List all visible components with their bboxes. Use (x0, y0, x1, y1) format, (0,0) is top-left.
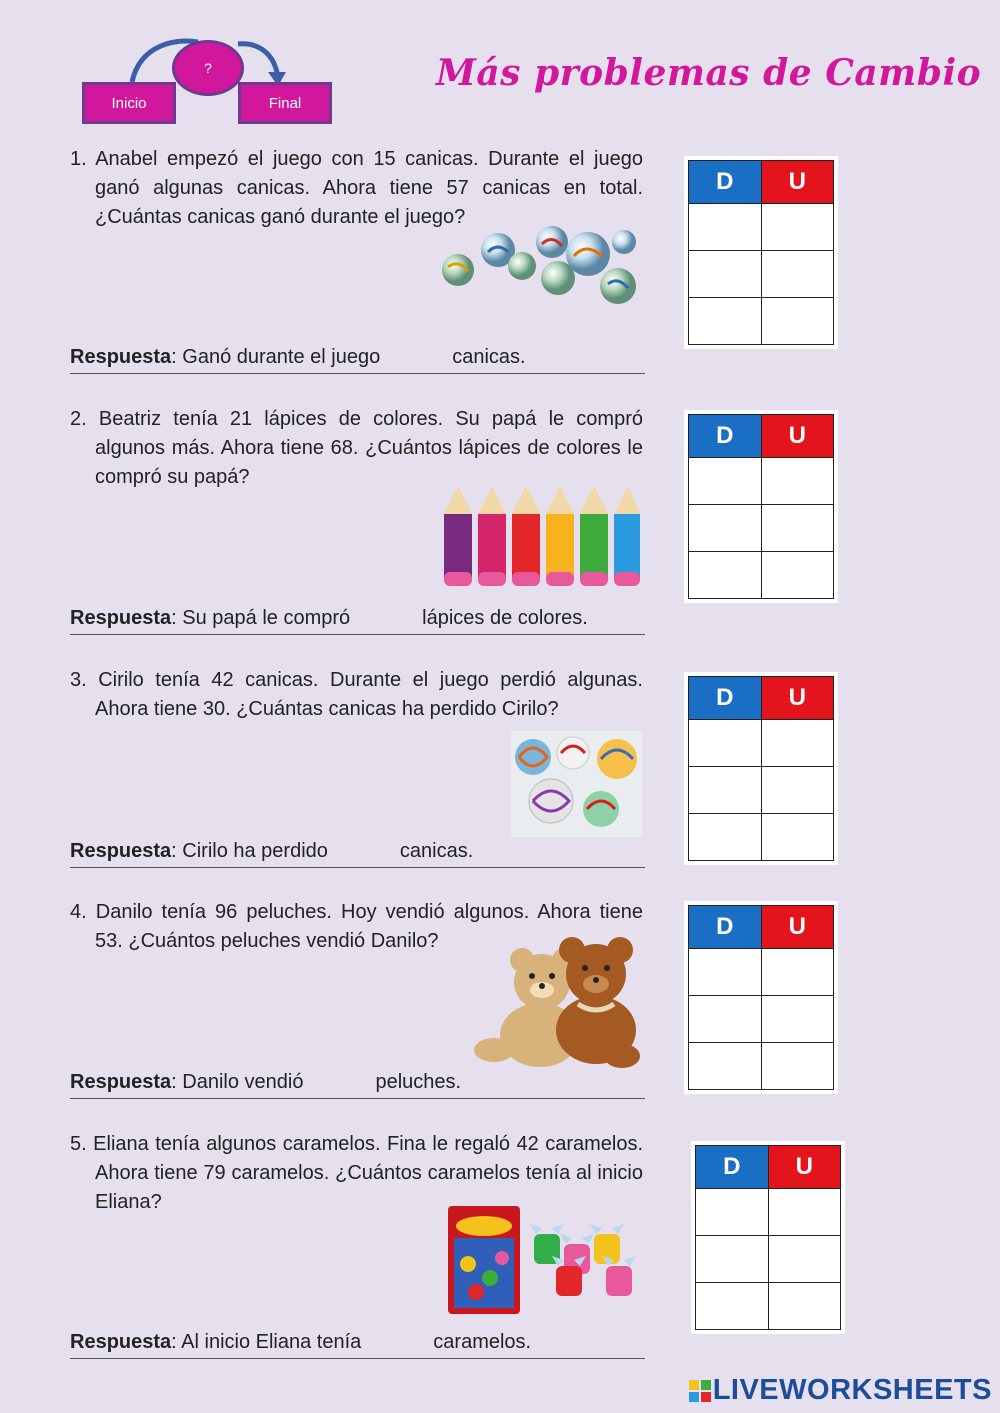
du-cell[interactable] (689, 552, 762, 599)
tens-header: D (689, 161, 762, 204)
answer-line-5[interactable] (70, 1331, 645, 1359)
page-title: Más problemas de Cambio (436, 52, 982, 94)
du-cell[interactable] (761, 552, 834, 599)
problem-number: 1. (70, 148, 87, 170)
problem-text: Anabel empezó el juego con 15 canicas. Durante el juego ganó algunas canicas. Ahora tiene 57 canicas en total. ¿Cuántas canicas ganó durante el juego? (95, 148, 643, 228)
answer-label: Respuesta (70, 1071, 172, 1093)
du-cell[interactable] (768, 1236, 841, 1283)
problem-text: Beatriz tenía 21 lápices de colores. Su papá le compró algunos más. Ahora tiene 68. ¿Cuántos lápices de colores le compró su papá? (95, 408, 643, 488)
marbles-image (440, 222, 645, 312)
du-cell[interactable] (689, 298, 762, 345)
diagram-start-box: Inicio (82, 82, 176, 124)
answer-line-1[interactable] (70, 346, 645, 374)
du-cell[interactable] (761, 814, 834, 861)
problem-number: 5. (70, 1133, 87, 1155)
answer-unit: canicas. (452, 346, 526, 368)
du-cell[interactable] (761, 767, 834, 814)
problem-2 (70, 405, 643, 492)
answer-label: Respuesta (70, 346, 172, 368)
du-cell[interactable] (761, 996, 834, 1043)
units-header: U (761, 415, 834, 458)
units-header: U (761, 906, 834, 949)
colored-pencils-image (442, 486, 642, 588)
du-cell[interactable] (768, 1189, 841, 1236)
du-cell[interactable] (761, 458, 834, 505)
answer-line-2[interactable] (70, 607, 645, 635)
du-cell[interactable] (761, 1043, 834, 1090)
problem-text: Eliana tenía algunos caramelos. Fina le regaló 42 caramelos. Ahora tiene 79 caramelos. ¿Cuántos caramelos tenía al inicio Eliana? (93, 1133, 644, 1213)
tens-header: D (689, 906, 762, 949)
problem-3 (70, 666, 643, 724)
du-cell[interactable] (689, 949, 762, 996)
problem-text: Danilo tenía 96 peluches. Hoy vendió algunos. Ahora tiene 53. ¿Cuántos peluches vendió Danilo? (95, 901, 643, 952)
du-cell[interactable] (689, 1043, 762, 1090)
units-header: U (761, 161, 834, 204)
answer-unit: caramelos. (433, 1331, 532, 1353)
problem-text: Cirilo tenía 42 canicas. Durante el juego perdió algunas. Ahora tiene 30. ¿Cuántas canicas ha perdido Cirilo? (95, 669, 643, 720)
du-table-4 (684, 901, 838, 1094)
du-cell[interactable] (761, 298, 834, 345)
diagram-end-box: Final (238, 82, 332, 124)
liveworksheets-badge-icon (689, 1380, 711, 1402)
du-table-3 (684, 672, 838, 865)
du-cell[interactable] (761, 505, 834, 552)
tens-header: D (696, 1146, 769, 1189)
du-cell[interactable] (761, 949, 834, 996)
du-cell[interactable] (761, 251, 834, 298)
diagram-change-circle: ? (172, 40, 244, 96)
du-cell[interactable] (689, 814, 762, 861)
answer-text: : Su papá le compró (171, 607, 351, 629)
du-cell[interactable] (689, 251, 762, 298)
units-header: U (761, 677, 834, 720)
answer-label: Respuesta (70, 1331, 172, 1353)
answer-label: Respuesta (70, 607, 172, 629)
du-table-1 (684, 156, 838, 349)
problem-number: 2. (70, 408, 87, 430)
logo-text: LIVEWORKSHEETS (712, 1374, 992, 1406)
du-cell[interactable] (696, 1189, 769, 1236)
answer-line-4[interactable] (70, 1071, 645, 1099)
answer-unit: lápices de colores. (422, 607, 588, 629)
du-cell[interactable] (689, 767, 762, 814)
answer-label: Respuesta (70, 840, 172, 862)
du-table-5 (691, 1141, 845, 1334)
du-cell[interactable] (689, 996, 762, 1043)
liveworksheets-logo[interactable] (689, 1374, 992, 1407)
answer-text: : Ganó durante el juego (171, 346, 381, 368)
du-cell[interactable] (696, 1283, 769, 1330)
units-header: U (768, 1146, 841, 1189)
answer-text: : Cirilo ha perdido (171, 840, 328, 862)
du-cell[interactable] (761, 720, 834, 767)
du-cell[interactable] (689, 505, 762, 552)
du-cell[interactable] (689, 458, 762, 505)
teddy-bears-image (472, 930, 642, 1070)
tens-header: D (689, 677, 762, 720)
tens-header: D (689, 415, 762, 458)
du-cell[interactable] (689, 720, 762, 767)
answer-text: : Al inicio Eliana tenía (171, 1331, 362, 1353)
problem-1 (70, 145, 643, 232)
answer-line-3[interactable] (70, 840, 645, 868)
du-cell[interactable] (689, 204, 762, 251)
swirl-marbles-image (511, 731, 642, 837)
du-table-2 (684, 410, 838, 603)
du-cell[interactable] (768, 1283, 841, 1330)
problem-number: 3. (70, 669, 87, 691)
candies-image (446, 1204, 644, 1316)
du-cell[interactable] (696, 1236, 769, 1283)
du-cell[interactable] (761, 204, 834, 251)
answer-unit: peluches. (375, 1071, 462, 1093)
answer-text: : Danilo vendió (171, 1071, 304, 1093)
problem-number: 4. (70, 901, 87, 923)
answer-unit: canicas. (399, 840, 474, 862)
